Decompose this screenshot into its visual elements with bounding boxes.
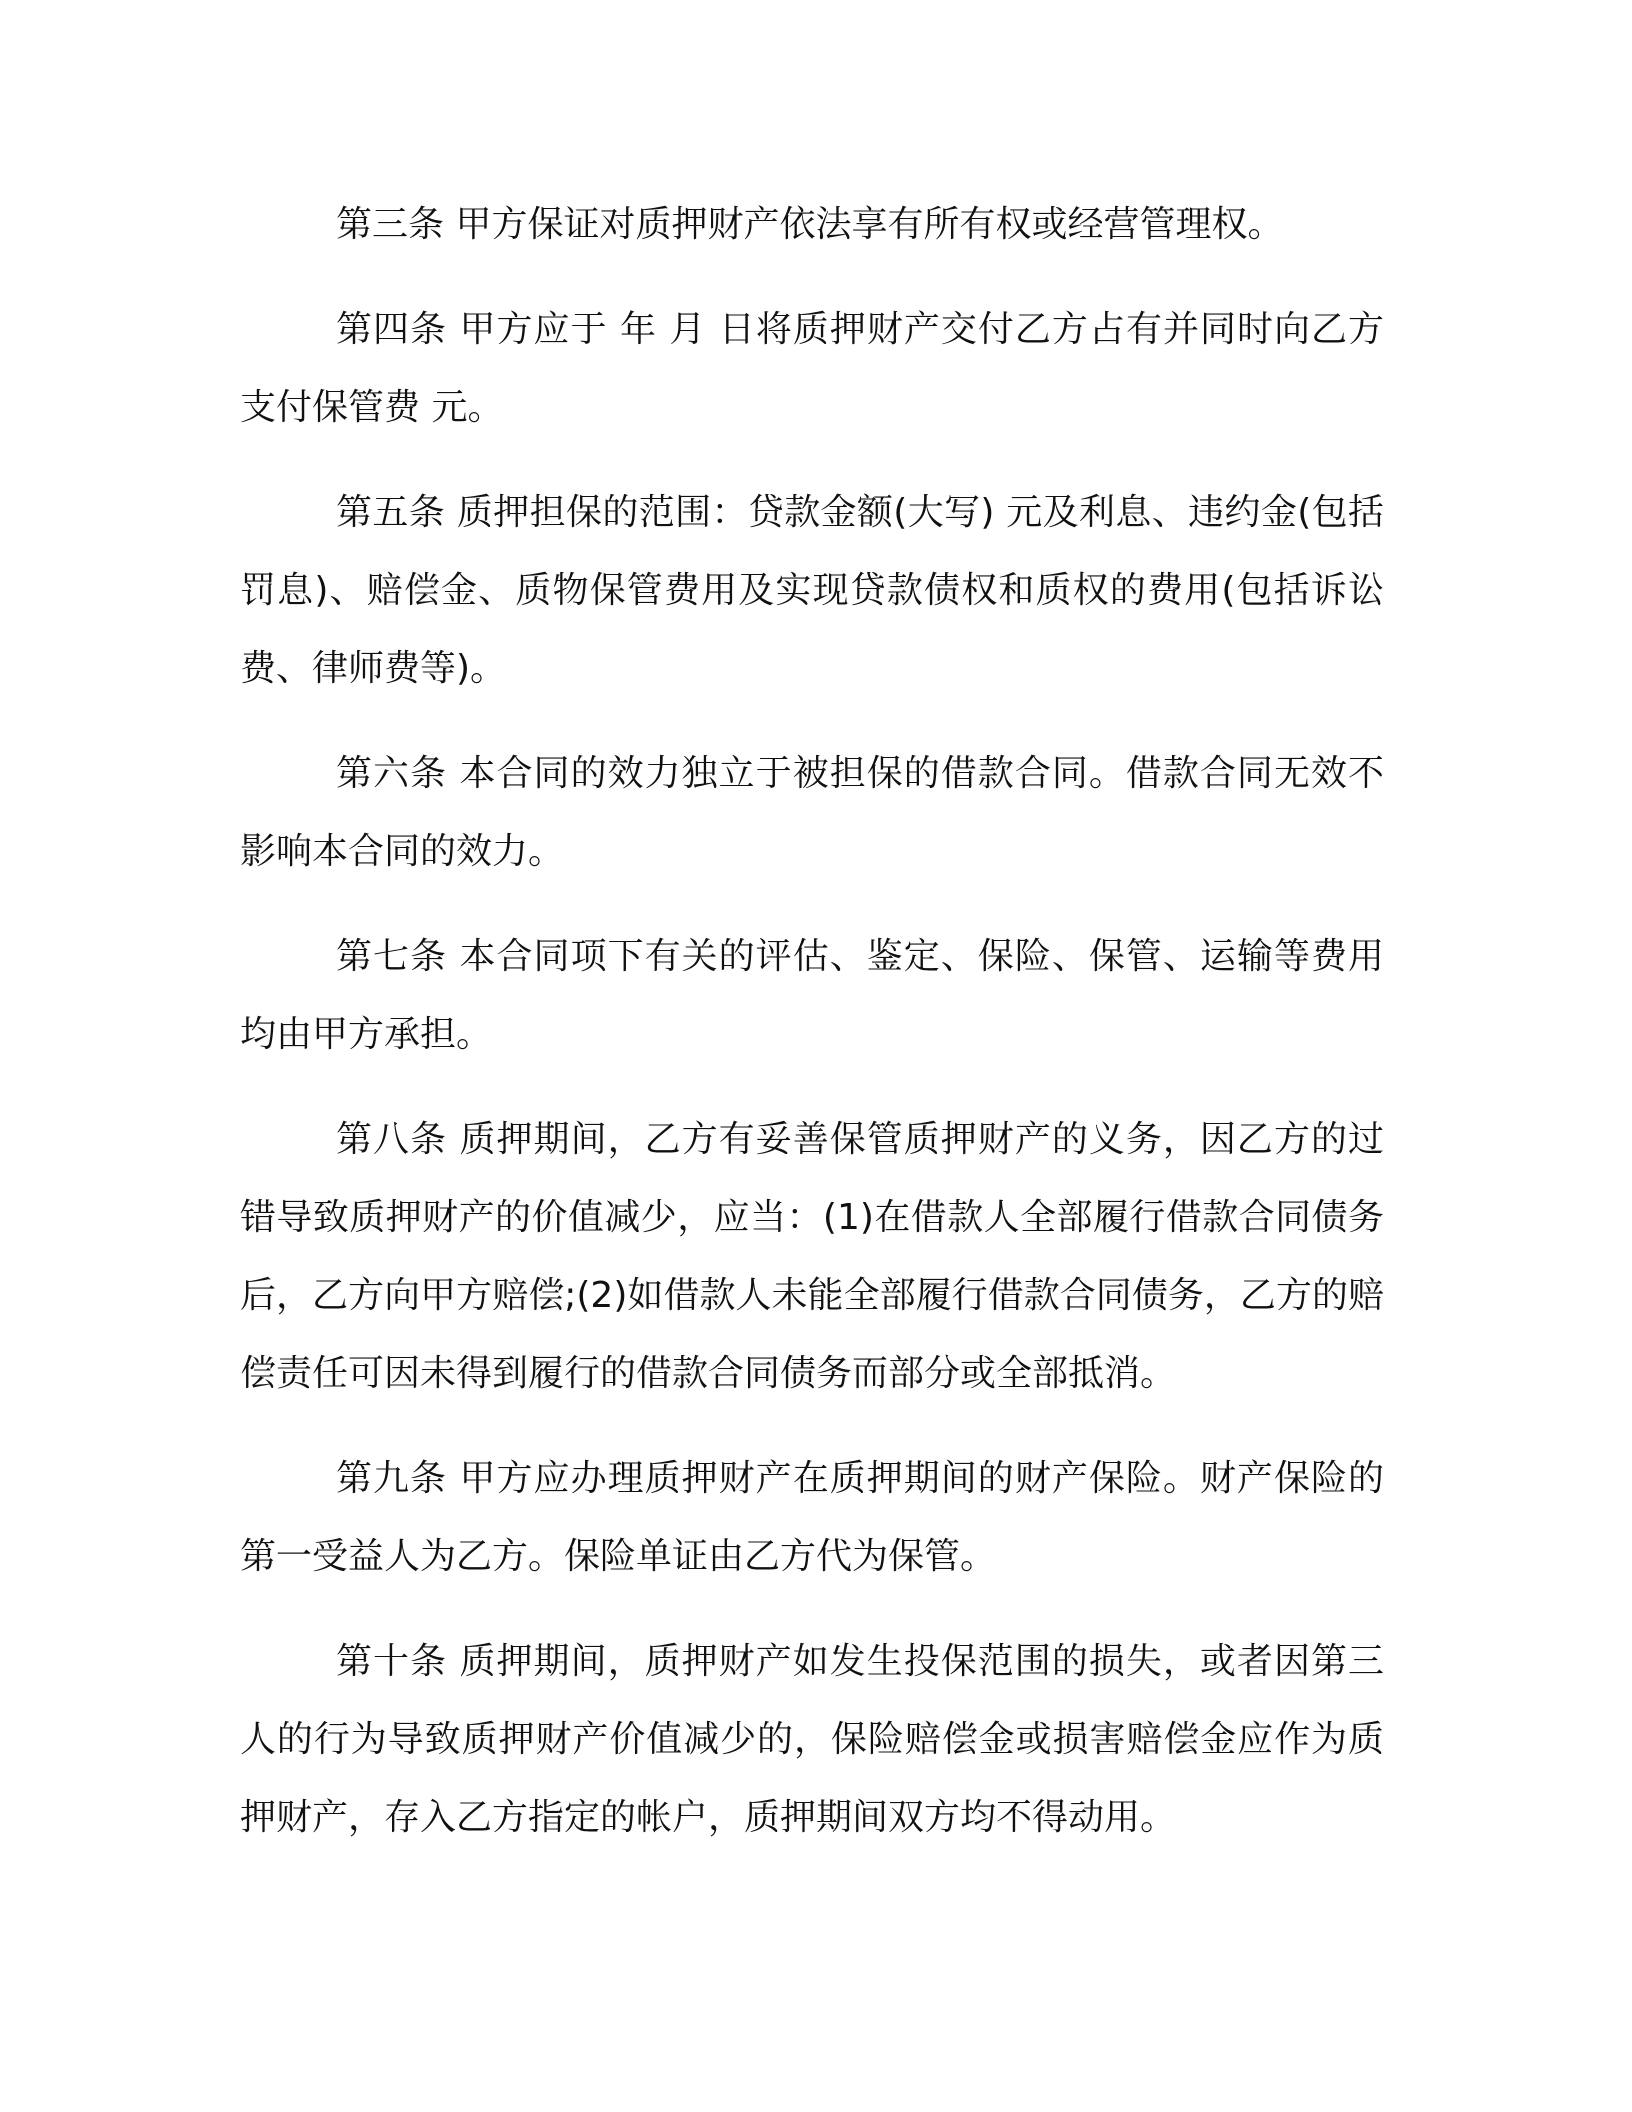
article-9: 第九条 甲方应办理质押财产在质押期间的财产保险。财产保险的第一受益人为乙方。保险单证由乙方代为保管。 [240,1458,1384,1577]
article-8: 第八条 质押期间，乙方有妥善保管质押财产的义务，因乙方的过错导致质押财产的价值减少，应当：(1)在借款人全部履行借款合同债务后，乙方向甲方赔偿;(2)如借款人未能全部履行借款合同债务，乙方的赔偿责任可因未得到履行的借款合同债务而部分或全部抵消。 [240,1119,1384,1394]
contract-body [240,186,1384,1857]
article-6: 第六条 本合同的效力独立于被担保的借款合同。借款合同无效不影响本合同的效力。 [240,753,1384,872]
article-4: 第四条 甲方应于 年 月 日将质押财产交付乙方占有并同时向乙方支付保管费 元。 [240,309,1384,428]
article-7: 第七条 本合同项下有关的评估、鉴定、保险、保管、运输等费用均由甲方承担。 [240,936,1384,1055]
article-10: 第十条 质押期间，质押财产如发生投保范围的损失，或者因第三人的行为导致质押财产价值减少的，保险赔偿金或损害赔偿金应作为质押财产，存入乙方指定的帐户，质押期间双方均不得动用。 [240,1641,1384,1838]
article-5: 第五条 质押担保的范围：贷款金额(大写) 元及利息、违约金(包括罚息)、赔偿金、质物保管费用及实现贷款债权和质权的费用(包括诉讼费、律师费等)。 [240,492,1384,689]
article-3: 第三条 甲方保证对质押财产依法享有所有权或经营管理权。 [336,204,1284,245]
